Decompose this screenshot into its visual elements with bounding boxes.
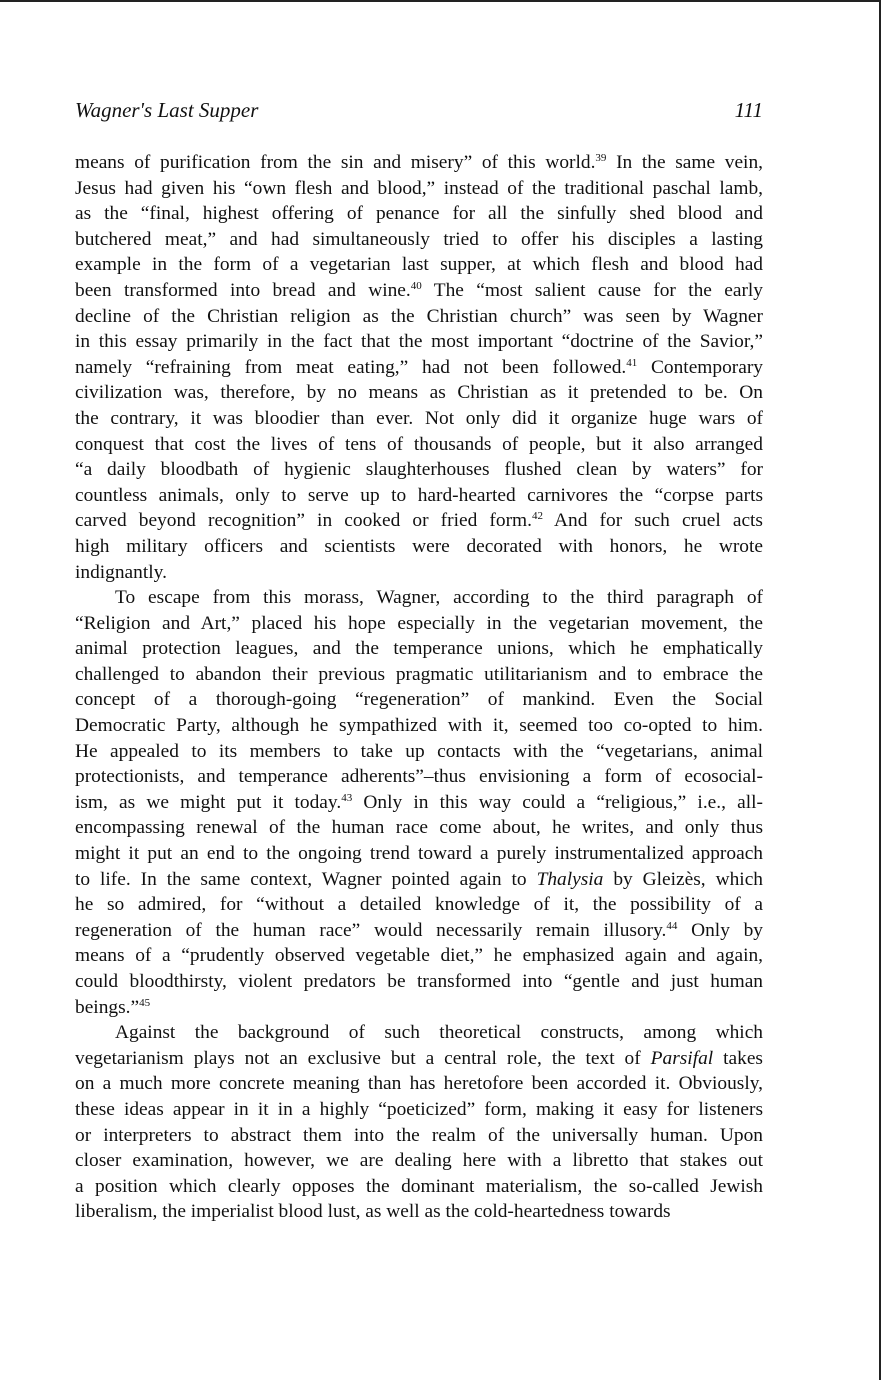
text-line: animal protection leagues, and the temperance unions, which he emphatically (75, 638, 763, 660)
text-line: protectionists, and temperance adherents”–thus envisioning a form of ecosocial- (75, 766, 763, 788)
text-line: on a much more concrete meaning than has heretofore been accorded it. Obviously, (75, 1073, 763, 1095)
text-line: beings.”$^{45}$ (75, 996, 151, 1018)
page-edge-top (0, 0, 881, 2)
text-line: example in the form of a vegetarian last supper, at which flesh and blood had (75, 254, 763, 276)
text-line: butchered meat,” and had simultaneously tried to offer his disciples a lasting (75, 228, 763, 250)
text-line: regeneration of the human race” would necessarily remain illusory.$^{44}$ Only by (75, 919, 763, 941)
text-line: encompassing renewal of the human race come about, he writes, and only thus (75, 817, 763, 839)
text-line: Against the background of such theoretical constructs, among which (115, 1022, 763, 1044)
text-line: “a daily bloodbath of hygienic slaughterhouses flushed clean by waters” for (75, 459, 763, 481)
footnote-ref: 45 (139, 996, 151, 1009)
text-line: civilization was, therefore, by no means as Christian as it pretended to be. On (75, 382, 763, 404)
italic-title: Parsifal (650, 1047, 714, 1069)
body-text (75, 150, 763, 1225)
text-line: been transformed into bread and wine.$^{40}$ The “most salient cause for the early (75, 279, 763, 301)
text-line: these ideas appear in it in a highly “poeticized” form, making it easy for listeners (75, 1098, 763, 1120)
paragraph (75, 150, 763, 585)
page-number: 111 (734, 98, 763, 122)
text-line: means of a “prudently observed vegetable diet,” he emphasized again and again, (75, 945, 763, 967)
text-line: closer examination, however, we are dealing here with a libretto that stakes out (75, 1150, 763, 1172)
text-line: high military officers and scientists were decorated with honors, he wrote (75, 535, 763, 557)
text-line: indignantly. (75, 561, 167, 583)
footnote-ref: 40 (410, 279, 422, 292)
text-line: Democratic Party, although he sympathized with it, seemed too co-opted to him. (75, 715, 763, 737)
text-line: could bloodthirsty, violent predators be transformed into “gentle and just human (75, 971, 763, 992)
text-line: means of purification from the sin and misery” of this world.$^{39}$ In the same vein, (75, 152, 763, 173)
text-line: carved beyond recognition” in cooked or fried form.$^{42}$ And for such cruel acts (75, 510, 763, 532)
text-line: he so admired, for “without a detailed knowledge of it, the possibility of a (75, 894, 763, 916)
footnote-ref: 41 (626, 356, 638, 369)
text-line: countless animals, only to serve up to hard-hearted carnivores the “corpse parts (75, 484, 763, 506)
text-line: namely “refraining from meat eating,” had not been followed.$^{41}$ Contemporary (75, 356, 763, 378)
paragraph (75, 1020, 763, 1225)
book-page (75, 98, 763, 1225)
footnote-ref: 42 (531, 510, 543, 523)
text-line: decline of the Christian religion as the Christian church” was seen by Wagner (75, 305, 763, 327)
footnote-ref: 39 (595, 152, 607, 164)
text-line: “Religion and Art,” placed his hope especially in the vegetarian movement, the (75, 612, 763, 634)
footnote-ref: 44 (666, 919, 678, 932)
text-line: or interpreters to abstract them into the realm of the universally human. Upon (75, 1124, 763, 1146)
text-line: concept of a thorough-going “regeneration” of mankind. Even the Social (75, 689, 763, 711)
running-head-title: Wagner's Last Supper (75, 98, 259, 122)
text-line: liberalism, the imperialist blood lust, as well as the cold-heartedness towards (75, 1201, 671, 1223)
text-line: challenged to abandon their previous pragmatic utilitarianism and to embrace the (75, 663, 763, 685)
footnote-ref: 43 (341, 791, 353, 804)
text-line: a position which clearly opposes the dominant materialism, the so-called Jewish (75, 1175, 763, 1197)
text-line: vegetarianism plays not an exclusive but a central role, the text of Parsifal takes (75, 1047, 763, 1069)
text-line: as the “final, highest offering of penance for all the sinfully shed blood and (75, 203, 763, 225)
text-line: To escape from this morass, Wagner, according to the third paragraph of (115, 587, 763, 609)
text-line: to life. In the same context, Wagner pointed again to Thalysia by Gleizès, which (75, 868, 763, 890)
text-line: conquest that cost the lives of tens of thousands of people, but it also arranged (75, 433, 763, 455)
text-line: the contrary, it was bloodier than ever. Not only did it organize huge wars of (75, 407, 763, 429)
text-line: Jesus had given his “own flesh and blood,” instead of the traditional paschal lamb, (75, 177, 763, 199)
text-line: ism, as we might put it today.$^{43}$ Only in this way could a “religious,” i.e., all- (75, 791, 763, 813)
paragraph (75, 585, 763, 1020)
italic-title: Thalysia (536, 868, 604, 890)
text-line: in this essay primarily in the fact that the most important “doctrine of the Savior,” (75, 331, 763, 353)
text-line: might it put an end to the ongoing trend toward a purely instrumentalized approach (75, 843, 763, 865)
text-line: He appealed to its members to take up contacts with the “vegetarians, animal (75, 740, 763, 762)
running-head (75, 98, 763, 128)
